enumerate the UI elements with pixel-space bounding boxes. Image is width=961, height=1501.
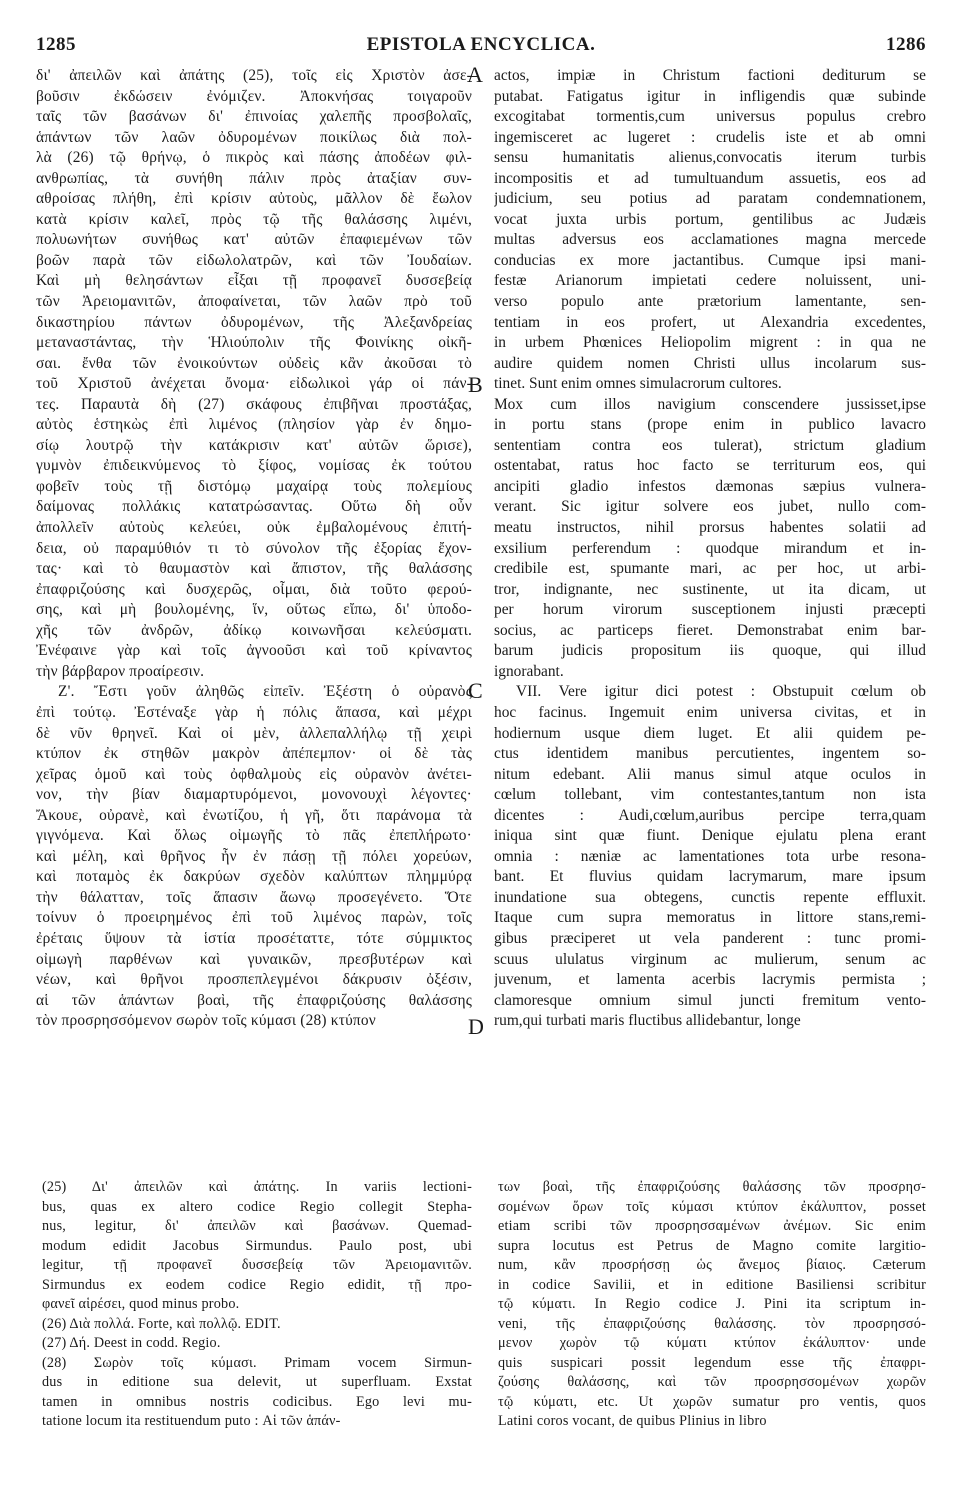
text-line: omnia : næniæ ac lamentationes tota urbe resona- [494,847,926,865]
text-line: sententiam contra eos tulerat), strictum gladium [494,436,926,454]
footnotes-left [42,1178,472,1432]
text-line: VII. Vere igitur dici potest : Obstupuit cœlum ob [516,683,926,701]
text-line: σίῳ λουτρῷ τὴν κατάκρισιν κατ' αὐτῶν ὥρισε), [36,436,472,454]
text-line: σης, καὶ μὴ βουλομένης, ἵν, οὕτως εἴπω, δι' ὑποδο- [36,601,472,619]
text-line: juvenum, et lamenta acerbis lacrymis permista ; [494,971,926,989]
text-line: barum judicis propositum iis quoque, qui illud [494,642,926,660]
text-line: ἀπολλεῖν αὐτοὺς κελεύει, οὐκ ἐμβαλομένους ἐπιτή- [36,519,472,537]
page-number-right: 1286 [886,34,926,55]
footnote-line: ζούσης θαλάσσης, καὶ τῶν προσρησσομένων χωρῶν [498,1374,926,1390]
greek-column [36,66,472,1032]
text-line: bant. Et fluvius quidam lacrymarum, mare ipsum [494,868,926,886]
text-line: Itaque cum supra memoratus in littore stans,remi- [494,909,926,927]
text-line: per horum virorum susceptionem injusti præcepti [494,601,926,619]
text-line: κατὰ κρίσιν καλεῖ, πρὸς τῷ τῆς θαλάσσης λιμένι, [36,210,472,228]
text-line: τοῦ Χριστοῦ ἀνέχεται ὄνομα· εἰδωλικοὶ γάρ οἱ πάν- [36,375,472,393]
text-line: καὶ ποταμὸς ἐκ δακρύων σχεδὸν καλύπτων πλημμύρᾳ [36,868,472,886]
text-line: hoc facinus. Ingemuit enim universa civitas, et in [494,703,926,721]
text-line: actos, impiæ in Christum factioni dediturum se [494,67,926,84]
text-line: in urbem Phœnices Heliopolim migrent : in qua ne [494,334,926,352]
text-line: verant. Sic igitur solvere eos jubet, nullo com- [494,498,926,516]
footnote-line: etiam scribi τῶν προσρησσαμένων ἀνέμων. Sic enim [498,1218,926,1234]
footnote-line: in codice Savilii, et in editione Basiliensi scribitur [498,1276,926,1293]
text-line: τας· καὶ τὸ θαυμαστὸν καὶ ἄπιστον, τῆς θαλάσσης [36,560,472,578]
text-line: incompositis et ad tumultuandum assuetis, eos ad [494,169,926,187]
text-line: ανθρωπίας, τὰ συνήθη πάλιν πρὸς ἀταξίαν συν- [36,169,472,187]
text-line: ἐρέταις ὕψουν τὰ ἱστία προσέταττε, τότε σύμμικτος [36,929,472,947]
text-line: excogitabat tormentis,cum universus populus crebro [494,108,926,126]
section-marker-a: A [467,62,483,87]
footnote-line: Sirmundus ex eodem codice Regio edidit, τῇ προ- [42,1276,472,1293]
text-line: audire quidem nomen Christi ullus incolarum sus- [494,354,926,372]
text-line: μεταναστάντας, τὴν Ἡλιούπολιν τῆς Φοινίκης οἰκῆ- [36,334,472,352]
text-line: αθροίσας πλήθη, ἐπὶ κρίσιν αὐτοὺς, μᾶλλον δὲ ἔωλον [36,190,472,208]
text-line: ταῖς τῶν βασάνων δι' ἐπινοίας χαλεπῆς προσβολαῖς, [36,108,472,126]
footnote-line: veni, τῆς ἐπαφριζούσης θαλάσσης. τὸν προσρησσό- [498,1315,926,1332]
text-line: credibile est, spumante mari, ac per hoc, ut arbi- [494,560,926,578]
text-line: γυμνὸν ἐπιδεικνύμενος τὸ ξίφος, νομίσας ἐκ τούτου [36,457,472,475]
footnote-line: modum edidit Jacobus Sirmundus. Paulo post, ubi [42,1237,472,1254]
section-marker-b: B [468,372,483,397]
text-line: verso populo ante prætorium lamentante, sen- [494,293,926,311]
text-line: judicium, seu potius ad paratam condemnationem, [494,190,926,208]
text-line: δαίμονας πολλάκις κατατρώσαντας. Οὕτω δὴ οὖν [36,498,472,516]
text-line: tentiam in eos profert, ut Alexandria excedentes, [494,313,926,331]
text-line: ἐπαφριζούσης καὶ δυσχερῶς, οἶμαι, διὰ τοῦτο φερού- [36,580,472,598]
text-line: ignorabant. [494,662,564,680]
text-line: exsilium perferendum : quodque mirandum et in- [494,539,926,557]
text-line: δι' ἀπειλῶν καὶ ἀπάτης (25), τοῖς εἰς Χριστὸν ἀσε- [36,67,472,84]
footnote-line: φανεῖ αἱρέσει, quod minus probo. [42,1296,240,1312]
text-line: καὶ μέλη, καὶ θρῆνος ἦν ἐν πάσῃ τῇ πόλει χορεύων, [36,847,472,865]
text-line: Ζ'. Ἔστι γοῦν ἀληθῶς εἰπεῖν. Ἐξέστη ὁ οὐρανὸς [58,683,472,701]
section-marker-d: D [468,1014,484,1039]
footnote-line: supra locutus est Petrus de Magno comite largitio- [498,1237,926,1254]
text-line: tror, indignante, nec sustinente, ut ita dicam, ut [494,580,926,598]
page-number-left: 1285 [36,34,76,55]
footnote-line: tamen in omnibus nostris codicibus. Ego levi mu- [42,1393,472,1410]
text-line: sensu humanitatis alienus,convocatis iterum turbis [494,149,926,167]
text-line: multas adversus eos acclamationes magna mercede [494,231,926,249]
text-line: scuus ululatus virginum ac mulierum, senum ac [494,950,926,968]
text-line: δὲ νῦν θρηνεῖ. Καὶ οἱ μὲν, ἀλλεπαλλήλῳ τῇ χειρὶ [36,724,472,742]
text-line: Ἐνέφαινε γὰρ καὶ τοῖς ἀγνοοῦσι καὶ τοῦ κρίναντος [36,642,472,660]
text-line: Ἄκουε, οὐρανὲ, καὶ ἐνωτίζου, ἡ γῆ, ὅτι παράνομα τὰ [36,806,472,824]
text-line: in portu stans (prope enim in publico lavacro [494,416,926,434]
text-line: νέων, καὶ θρῆνοι προσπεπλεγμένοι δάκρυσιν ὀξέσιν, [36,971,472,989]
footnote-line: (27) Δή. Deest in codd. Regio. [42,1335,221,1351]
text-line: χῆς τῶν ἀνδρῶν, ἀδίκῳ κοινωνῆσαι κελεύσματι. [36,621,472,639]
footnotes-right [498,1178,926,1432]
text-line: putabat. Fatigatus igitur in infligendis quæ subinde [494,87,926,105]
text-line: ingemisceret ac lugeret : crudelis iste et ab omni [494,128,926,146]
text-line: τῶν Ἀρειομανιτῶν, ἀποφαίνεται, τῶν λαῶν πρὸ τοῦ [36,293,472,311]
text-line: χεῖρας ὁμοῦ καὶ τοὺς ὀφθαλμοὺς εἰς οὐρανὸν ἀνέτει- [36,765,472,783]
footnote-line: dus in editione sua delevit, ut superfluam. Exstat [42,1374,472,1390]
text-line: φοβεῖν τοὺς τῇ διστόμῳ μαχαίρᾳ τοὺς πολεμίους [36,477,472,495]
text-line: cœlum tollebant, vim contestantes,tantum non ista [494,786,926,804]
text-line: conducias ex more jactantibus. Cumque ipsi mani- [494,251,926,269]
footnote-line: σομένων ὅρων τοῖς κύμασι κτύπον ἐκάλυπτον, posset [498,1198,926,1215]
text-line: festæ Arianorum impietati cedere noluissent, uni- [494,272,926,290]
text-line: βοῦσιν ἐκδώσειν ἐνόμιζεν. Ἀποκνήσας τοιγαροῦν [36,87,472,105]
footnote-line: Latini coros vocant, de quibus Plinius in libro [498,1413,767,1429]
text-line: δικαστηρίου πάντων ὀδυρομένων, τῆς Ἀλεξανδρείας [36,313,472,331]
latin-column [494,66,926,1032]
text-line: iniqua sint quæ fiunt. Denique ejulatu plena erant [494,827,926,845]
footnote-line: legitur, τῇ προφανεῖ δυσσεβείᾳ τῶν Ἀρειομανιτῶν. [42,1257,472,1273]
text-line: rum,qui turbati maris fluctibus allidebantur, longe [494,1012,801,1030]
text-line: Mox cum illos navigium conscendere jussisset,ipse [494,395,926,413]
text-line: tinet. Sunt enim omnes simulacrorum cultores. [494,375,782,393]
text-line: meatu instructos, nihil prorsus habentes solatii ad [494,519,926,537]
footnote-line: bus, quas ex altero codice Regio collegit Stepha- [42,1198,472,1215]
text-line: κτύπον ἐκ στηθῶν μακρὸν ἀπέπεμπον· οἱ δὲ τὰς [36,745,472,763]
footnote-line: quis suspicari possit legendum esse τῆς ἐπαφρι- [498,1354,926,1371]
text-line: hodiernum usque diem luget. Et alii quidem pe- [494,724,926,742]
text-line: αὐτὸς ἑστηκὼς ἐπὶ λιμένος (πλησίον γὰρ ἐν δημο- [36,416,472,434]
text-line: ἁπάντων τῶν λαῶν ὀδυρομένων ποικίλως διὰ πολ- [36,128,472,146]
text-line: πολυωνήτων συνήθως κατ' αὐτῶν ἐπαφιεμένων τῶν [36,231,472,249]
text-line: αἱ τῶν ἁπάντων βοαὶ, τῆς ἐπαφριζούσης θαλάσσης [36,991,472,1009]
running-title: EPISTOLA ENCYCLICA. [366,34,596,55]
text-line: οἰμωγὴ παρθένων καὶ γυναικῶν, πρεσβυτέρων καὶ [36,950,472,968]
text-line: σαι. ἔνθα τῶν ἐνοικούντων οὐδεὶς κἂν ἀκοῦσαι τὸ [36,354,472,372]
text-line: τὸν προσρησσόμενον σωρὸν τοῖς κύμασι (28) κτύπον [36,1012,376,1030]
section-marker-c: C [468,678,483,703]
text-line: τες. Παραυτὰ δὴ (27) σκάφους ἐπιβῆναι προστάξας, [36,395,472,413]
text-line: τοίνυν ὁ προειρημένος ἐπὶ τοῦ λιμένος παρὼν, τοῖς [36,909,472,927]
text-line: vocat juxta urbis portum, gentilibus ac Judæis [494,210,926,228]
footnote-line: των βοαὶ, τῆς ἐπαφριζούσης θαλάσσης τῶν προσρησ- [498,1179,926,1195]
text-line: λὰ (26) τῷ θρήνῳ, ὁ πικρὸς καὶ πάσης ἀποδέων φιλ- [36,149,472,167]
text-line: ctus identidem manibus percutientes, ingentem so- [494,745,926,763]
footnote-line: τῷ κύματι. In Regio codice J. Pini ita scriptum in- [498,1296,926,1312]
footnote-line: (28) Σωρὸν τοῖς κύμασι. Primam vocem Sirmun- [42,1354,472,1371]
footnote-line: nus, legitur, δι' ἀπειλῶν καὶ βασάνων. Quemad- [42,1218,472,1234]
text-line: τὴν θάλατταν, τοῖς ἅπασιν ἄωνῳ προσεγένετο. Ὅτε [36,888,472,906]
footnote-line: num, κἂν προσρήσσῃ ὡς ἄνεμος βίαιος. Cæterum [498,1257,926,1273]
text-line: ostentabat, ratus hoc facto se territurum eos, qui [494,457,926,475]
footnote-line: τῷ κύματι, etc. Ut χωρῶν sumatur pro ventis, quos [498,1393,926,1410]
footnote-line: (26) Διὰ πολλά. Forte, καὶ πολλῷ. EDIT. [42,1315,281,1332]
text-line: Καὶ μὴ θελησάντων εἶξαι τῇ προφανεῖ δυσσεβείᾳ [36,272,472,290]
text-line: clamoresque omnium simul juncti fremitum vento- [494,991,926,1009]
text-line: ἐπὶ τούτῳ. Ἐστέναξε γὰρ ἡ πόλις ἅπασα, καὶ μέχρι [36,703,472,721]
text-line: νον, τὴν βίαν διαμαρτυρόμενοι, μονονουχὶ λέγοντες· [36,786,472,804]
text-line: βοῶν παρὰ τῶν εἰδωλολατρῶν, καὶ τῶν Ἰουδαίων. [36,251,472,269]
text-line: τὴν βάρβαρον προαίρεσιν. [36,662,205,680]
footnote-line: tatione locum ita restituendum puto : Αἱ τῶν ἁπάν- [42,1413,341,1429]
text-line: γιγνόμενα. Καὶ ὅλως οἰμωγῆς τὸ πᾶς ἐπεπλήρωτο· [36,827,472,845]
text-line: nitum edebant. Alii manus simul atque oculos in [494,765,926,783]
text-line: gibus præciperet ut vela panderent : tunc promi- [494,929,926,947]
text-line: ancipiti gladio infestos dæmonas sæpius vulnera- [494,477,926,495]
footnote-line: (25) Δι' ἀπειλῶν καὶ ἀπάτης. In variis lectioni- [42,1179,472,1195]
text-line: δεια, οὐ παραμύθιόν τι τὸ σύνολον τῆς ἐξορίας ἔχον- [36,539,472,557]
text-line: dicentes : Audi,cœlum,auribus percipe terra,quam [494,806,926,824]
text-line: inundatione sua obtegens, cunctis repente effluxit. [494,888,926,906]
text-line: socius, ac particeps fieret. Demonstrabat enim bar- [494,621,926,639]
footnote-line: μενον χωρὸν τῷ κύματι κτύπον ἐκάλυπτον· unde [498,1335,926,1351]
